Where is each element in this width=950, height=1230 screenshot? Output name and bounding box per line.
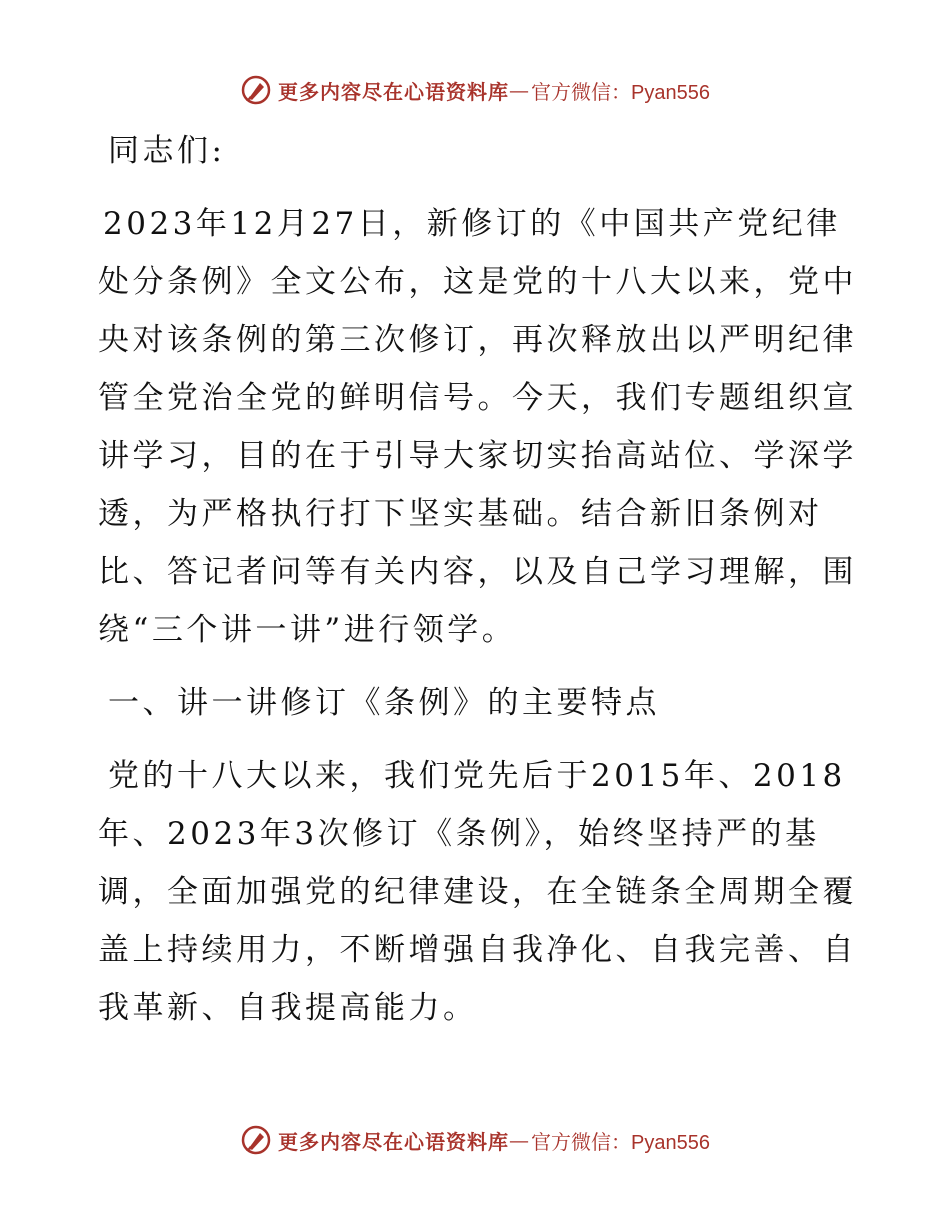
banner-wechat: 官方微信：Pyan556	[531, 1131, 710, 1154]
banner-title: 更多内容尽在心语资料库	[278, 79, 510, 104]
pen-nib-logo-icon	[240, 1124, 272, 1156]
banner-separator: —	[509, 78, 530, 102]
paragraph-intro: 2023年12月27日，新修订的《中国共产党纪律处分条例》全文公布，这是党的十八大以来，党中央对该条例的第三次修订，再次释放出以严明纪律管全党治全党的鲜明信号。今天，我们专题组织宣讲学习，目的在于引导大家切实抬高站位、学深学透，为严格执行打下坚实基础。结合新旧条例对比、答记者问等有关内容，以及自己学习理解，围绕“三个讲一讲”进行领学。	[98, 206, 857, 648]
document-body	[98, 122, 858, 1037]
banner-title: 更多内容尽在心语资料库	[278, 1129, 510, 1154]
banner-wechat: 官方微信：Pyan556	[531, 81, 710, 104]
header-banner	[0, 70, 950, 110]
paragraph-features: 党的十八大以来，我们党先后于2015年、2018年、2023年3次修订《条例》，始终坚持严的基调，全面加强党的纪律建设，在全链条全周期全覆盖上持续用力，不断增强自我净化、自我完善、自我革新、自我提高能力。	[98, 758, 857, 1026]
banner-separator: —	[509, 1128, 530, 1152]
section-heading: 一、讲一讲修订《条例》的主要特点	[108, 685, 660, 721]
greeting: 同志们:	[108, 133, 226, 169]
pen-nib-logo-icon	[240, 74, 272, 106]
footer-banner	[0, 1120, 950, 1160]
